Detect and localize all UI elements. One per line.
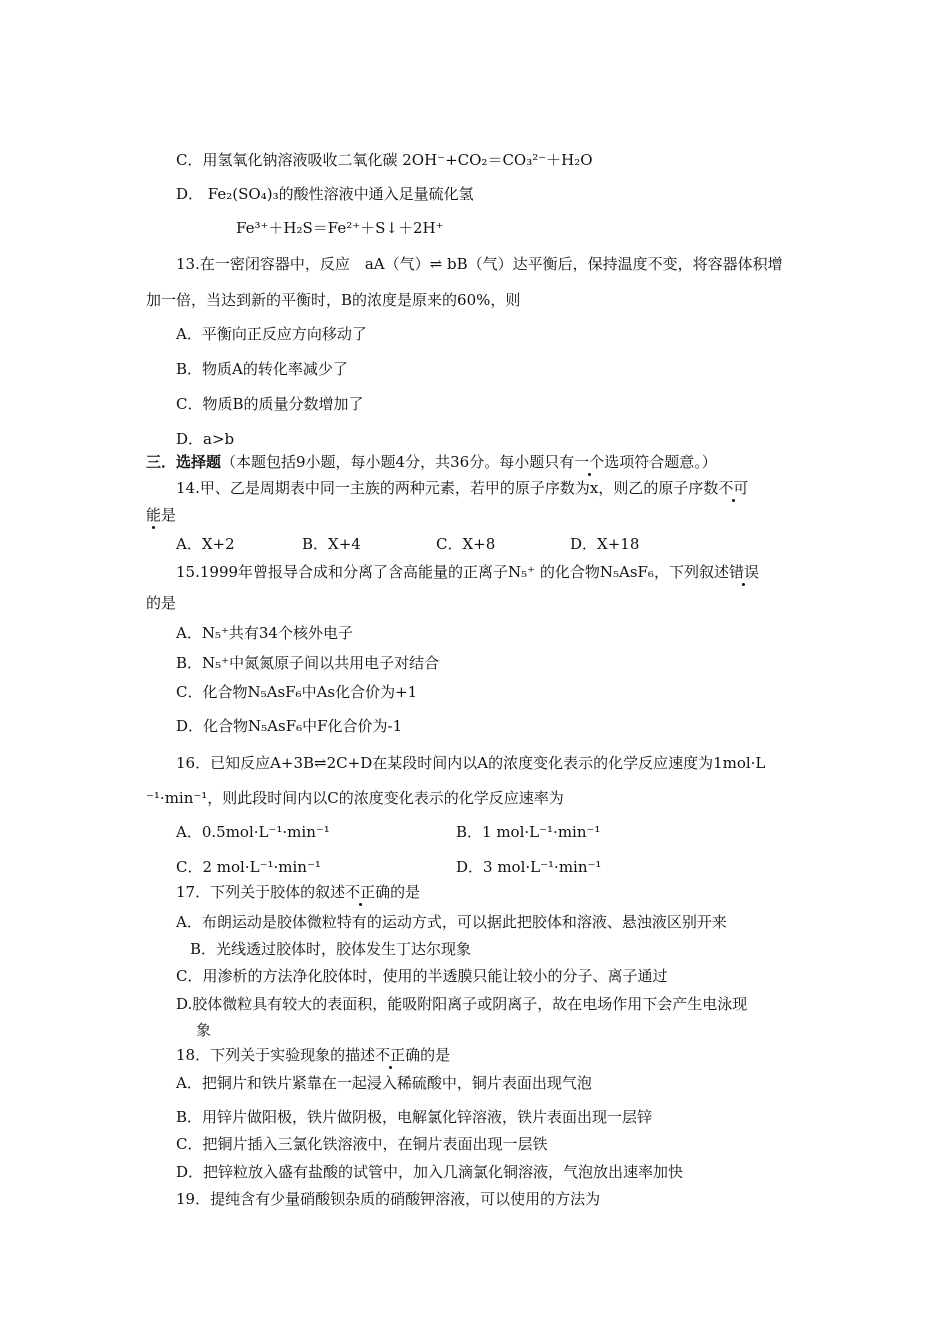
q16-option-c: C．2 mol·L⁻¹·min⁻¹ — [176, 858, 321, 876]
q15-option-c: C．化合物N₅AsF₆中As化合价为+1 — [176, 683, 418, 701]
q14-stem-line1 — [176, 478, 748, 498]
q17-option-b: B．光线透过胶体时，胶体发生丁达尔现象 — [190, 940, 472, 958]
q18-stem-text: 18．下列关于实验现象的描述 — [176, 1046, 376, 1064]
q12-option-c: C．用氢氧化钠溶液吸收二氧化碳 2OH⁻+CO₂＝CO₃²⁻＋H₂O — [176, 151, 593, 169]
q17-option-a: A．布朗运动是胶体微粒特有的运动方式，可以据此把胶体和溶液、悬浊液区别开来 — [176, 913, 727, 931]
q15-option-b: B．N₅⁺中氮氮原子间以共用电子对结合 — [176, 654, 440, 672]
q17-stem — [176, 882, 420, 902]
q13-option-a: A．平衡向正反应方向移动了 — [176, 325, 367, 343]
q18-option-b: B．用锌片做阳极，铁片做阴极，电解氯化锌溶液，铁片表面出现一层锌 — [176, 1108, 653, 1126]
q15-option-d: D．化合物N₅AsF₆中F化合价为-1 — [176, 717, 403, 735]
section-3-desc-emphasis: 一个 — [574, 453, 605, 471]
q14-stem-emphasis: 不可 — [718, 479, 749, 497]
q14-option-d: D．X+18 — [570, 535, 640, 553]
q14-option-b: B．X+4 — [302, 535, 361, 553]
q18-stem — [176, 1045, 450, 1065]
section-3-header — [146, 452, 717, 472]
q17-option-d-line1: D.胶体微粒具有较大的表面积，能吸附阳离子或阴离子，故在电场作用下会产生电泳现 — [176, 995, 748, 1013]
q12-option-d: D． Fe₂(SO₄)₃的酸性溶液中通入足量硫化氢 — [176, 185, 474, 203]
q15-stem-line1 — [176, 562, 759, 582]
q13-stem-line2: 加一倍，当达到新的平衡时，B的浓度是原来的60%，则 — [146, 291, 521, 309]
q12-option-d-equation: Fe³⁺＋H₂S＝Fe²⁺＋S↓＋2H⁺ — [236, 219, 444, 237]
q18-option-c: C．把铜片插入三氯化铁溶液中，在铜片表面出现一层铁 — [176, 1135, 548, 1153]
q13-option-d: D．a>b — [176, 430, 235, 448]
q17-stem-end: 确的是 — [375, 883, 421, 901]
q14-stem-emphasis-2: 能 — [146, 506, 162, 524]
q18-option-a: A．把铜片和铁片紧靠在一起浸入稀硫酸中，铜片表面出现气泡 — [176, 1074, 592, 1092]
q13-stem-line1: 13.在一密闭容器中，反应 aA（气）⇌ bB（气）达平衡后，保持温度不变，将容器体积增 — [176, 255, 783, 273]
section-3-title: 三．选择题 — [146, 453, 222, 471]
q16-option-d: D．3 mol·L⁻¹·min⁻¹ — [456, 858, 602, 876]
q15-stem-text: 15.1999年曾报导合成和分离了含高能量的正离子N₅⁺ 的化合物N₅AsF₆，下列叙述 — [176, 563, 729, 581]
q15-option-a: A．N₅⁺共有34个核外电子 — [176, 624, 353, 642]
q14-option-c: C．X+8 — [436, 535, 496, 553]
q17-stem-text: 17．下列关于胶体的叙述 — [176, 883, 346, 901]
q18-stem-emphasis: 不正 — [375, 1046, 406, 1064]
q16-stem-line2: ⁻¹·min⁻¹，则此段时间内以C的浓度变化表示的化学反应速率为 — [146, 789, 564, 807]
q15-stem-emphasis: 错误 — [728, 563, 759, 581]
q13-option-c: C．物质B的质量分数增加了 — [176, 395, 364, 413]
q18-option-d: D．把锌粒放入盛有盐酸的试管中，加入几滴氯化铜溶液，气泡放出速率加快 — [176, 1163, 684, 1181]
q17-option-c: C．用渗析的方法净化胶体时，使用的半透膜只能让较小的分子、离子通过 — [176, 967, 668, 985]
q16-option-b: B．1 mol·L⁻¹·min⁻¹ — [456, 823, 601, 841]
q18-stem-end: 确的是 — [405, 1046, 451, 1064]
q15-stem-line2: 的是 — [146, 594, 177, 612]
q13-option-b: B．物质A的转化率减少了 — [176, 360, 348, 378]
q17-option-d-line2: 象 — [196, 1021, 212, 1039]
q14-stem-end: 是 — [161, 506, 177, 524]
q14-stem-line2 — [146, 505, 176, 525]
section-3-desc-post: 选项符合题意。） — [604, 453, 717, 471]
q17-stem-emphasis: 不正 — [345, 883, 376, 901]
q16-stem-line1: 16．已知反应A+3B⇌2C+D在某段时间内以A的浓度变化表示的化学反应速度为1mol·L — [176, 754, 766, 772]
q14-option-a: A．X+2 — [176, 535, 235, 553]
q14-stem-text: 14.甲、乙是周期表中同一主族的两种元素，若甲的原子序数为x，则乙的原子序数 — [176, 479, 719, 497]
section-3-desc-pre: （本题包括9小题，每小题4分，共36分。每小题只有 — [221, 453, 575, 471]
q16-option-a: A．0.5mol·L⁻¹·min⁻¹ — [176, 823, 330, 841]
q19-stem: 19．提纯含有少量硝酸钡杂质的硝酸钾溶液，可以使用的方法为 — [176, 1190, 601, 1208]
